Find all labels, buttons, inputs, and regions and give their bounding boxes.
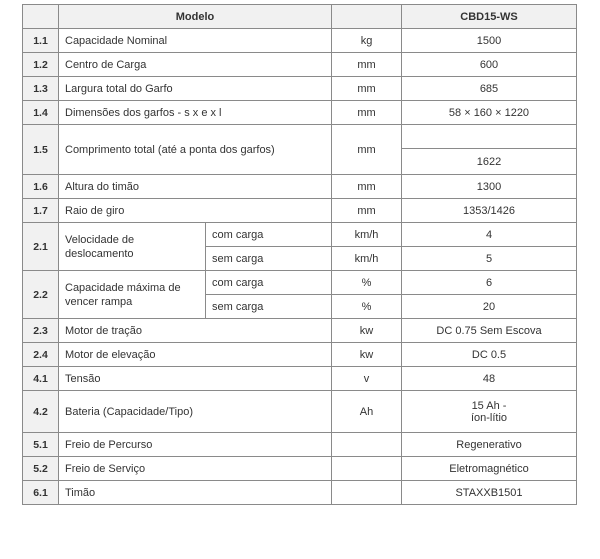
row-number: 1.5 <box>23 125 59 175</box>
row-value: Eletromagnético <box>402 457 577 481</box>
row-number: 1.1 <box>23 29 59 53</box>
row-value: 4 <box>402 223 577 247</box>
row-number: 2.3 <box>23 319 59 343</box>
row-number: 4.2 <box>23 391 59 433</box>
row-label: Motor de elevação <box>59 343 332 367</box>
row-unit: mm <box>332 125 402 175</box>
row-value: 1353/1426 <box>402 199 577 223</box>
row-condition: sem carga <box>206 247 332 271</box>
row-value: 20 <box>402 295 577 319</box>
row-label: Velocidade de deslocamento <box>59 223 206 271</box>
row-number: 2.4 <box>23 343 59 367</box>
row-number: 6.1 <box>23 481 59 505</box>
row-value: 1500 <box>402 29 577 53</box>
row-value: DC 0.5 <box>402 343 577 367</box>
row-value: STAXXB1501 <box>402 481 577 505</box>
row-label: Freio de Serviço <box>59 457 332 481</box>
row-label: Tensão <box>59 367 332 391</box>
table-row <box>23 481 577 505</box>
row-value: 15 Ah - íon-lítio <box>402 391 577 433</box>
row-value: DC 0.75 Sem Escova <box>402 319 577 343</box>
header-row <box>23 5 577 29</box>
row-number: 1.3 <box>23 77 59 101</box>
spec-table <box>22 4 577 505</box>
table-row <box>23 199 577 223</box>
row-label: Capacidade Nominal <box>59 29 332 53</box>
table-row <box>23 271 577 295</box>
row-unit: mm <box>332 101 402 125</box>
row-unit <box>332 433 402 457</box>
row-label: Centro de Carga <box>59 53 332 77</box>
header-model-value: CBD15-WS <box>402 5 577 29</box>
table-row <box>23 223 577 247</box>
row-number: 2.2 <box>23 271 59 319</box>
row-label: Largura total do Garfo <box>59 77 332 101</box>
row-value: 58 × 160 × 1220 <box>402 101 577 125</box>
row-label: Altura do timão <box>59 175 332 199</box>
row-label: Motor de tração <box>59 319 332 343</box>
row-value: 5 <box>402 247 577 271</box>
row-label: Raio de giro <box>59 199 332 223</box>
row-number: 1.7 <box>23 199 59 223</box>
table-row <box>23 53 577 77</box>
row-unit: mm <box>332 199 402 223</box>
row-unit: % <box>332 271 402 295</box>
header-unit-cell <box>332 5 402 29</box>
row-condition: com carga <box>206 271 332 295</box>
table-row <box>23 343 577 367</box>
row-number: 1.2 <box>23 53 59 77</box>
table-row <box>23 175 577 199</box>
row-number: 5.2 <box>23 457 59 481</box>
table-row <box>23 319 577 343</box>
row-number: 1.4 <box>23 101 59 125</box>
row-condition: sem carga <box>206 295 332 319</box>
row-number: 4.1 <box>23 367 59 391</box>
table-row <box>23 433 577 457</box>
table-row <box>23 101 577 125</box>
spec-table-container <box>22 4 576 505</box>
row-unit <box>332 457 402 481</box>
row-number: 1.6 <box>23 175 59 199</box>
row-condition: com carga <box>206 223 332 247</box>
row-unit: mm <box>332 53 402 77</box>
row-unit: kg <box>332 29 402 53</box>
row-label: Bateria (Capacidade/Tipo) <box>59 391 332 433</box>
row-unit <box>332 481 402 505</box>
row-unit: mm <box>332 175 402 199</box>
row-value: 1622 <box>402 149 577 175</box>
row-number: 5.1 <box>23 433 59 457</box>
header-model-label: Modelo <box>59 5 332 29</box>
header-num-cell <box>23 5 59 29</box>
table-row <box>23 367 577 391</box>
row-label: Freio de Percurso <box>59 433 332 457</box>
row-label: Dimensões dos garfos - s x e x l <box>59 101 332 125</box>
row-value: 685 <box>402 77 577 101</box>
row-number: 2.1 <box>23 223 59 271</box>
row-unit: v <box>332 367 402 391</box>
row-value: 600 <box>402 53 577 77</box>
table-row <box>23 125 577 149</box>
row-value-empty <box>402 125 577 149</box>
row-unit: % <box>332 295 402 319</box>
row-value: Regenerativo <box>402 433 577 457</box>
row-value: 1300 <box>402 175 577 199</box>
table-row <box>23 77 577 101</box>
table-row <box>23 391 577 433</box>
row-unit: km/h <box>332 223 402 247</box>
row-value: 6 <box>402 271 577 295</box>
row-value: 48 <box>402 367 577 391</box>
row-unit: km/h <box>332 247 402 271</box>
row-label: Timão <box>59 481 332 505</box>
row-unit: Ah <box>332 391 402 433</box>
row-unit: kw <box>332 343 402 367</box>
table-row <box>23 457 577 481</box>
row-unit: kw <box>332 319 402 343</box>
row-label: Comprimento total (até a ponta dos garfos) <box>59 125 332 175</box>
row-unit: mm <box>332 77 402 101</box>
table-row <box>23 29 577 53</box>
row-label: Capacidade máxima de vencer rampa <box>59 271 206 319</box>
